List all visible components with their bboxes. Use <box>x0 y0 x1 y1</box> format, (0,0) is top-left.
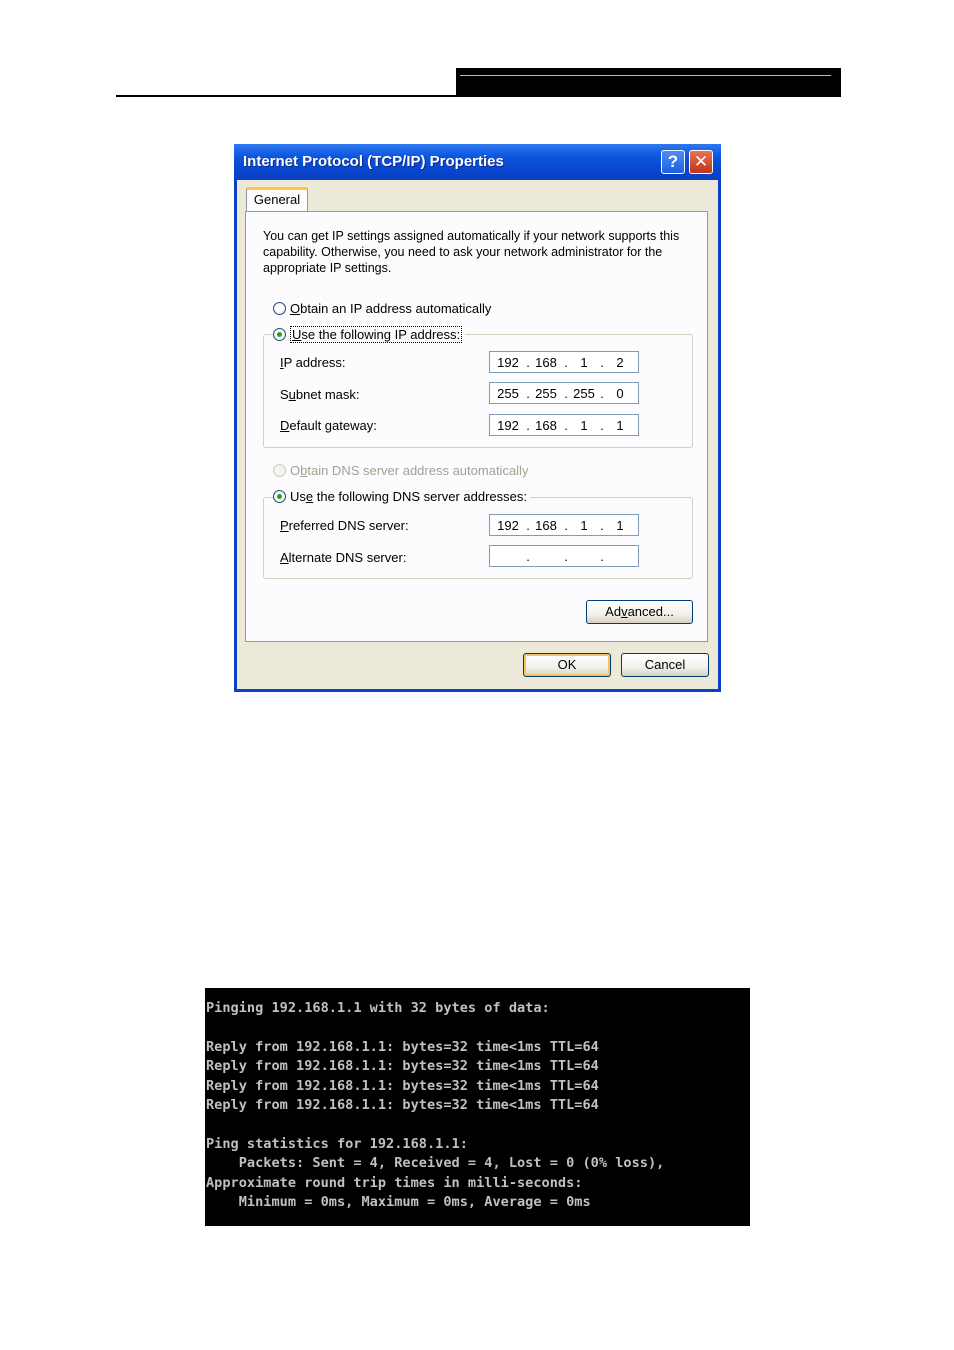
alternate-dns-label: Alternate DNS server: <box>280 550 407 565</box>
use-dns-manual-radio[interactable] <box>273 490 286 503</box>
ip-address-label: IP address: <box>280 355 346 370</box>
dns-groupbox <box>263 497 693 579</box>
tcpip-properties-dialog <box>234 144 721 692</box>
default-gateway-input[interactable]: 192 . 168 . 1 . 1 <box>489 414 639 436</box>
ok-button[interactable]: OK <box>523 653 611 677</box>
title-bar[interactable] <box>234 144 721 180</box>
tab-general[interactable]: General <box>246 187 308 211</box>
subnet-mask-label: Subnet mask: <box>280 387 360 402</box>
preferred-dns-input[interactable]: 192 . 168 . 1 . 1 <box>489 514 639 536</box>
close-button[interactable] <box>689 150 713 174</box>
help-icon: ? <box>667 152 679 171</box>
general-panel <box>245 211 708 642</box>
ping-console-window <box>205 988 750 1226</box>
use-ip-manual-option[interactable] <box>273 326 465 343</box>
advanced-button[interactable]: Advanced... <box>586 600 693 624</box>
obtain-ip-auto-radio[interactable] <box>273 302 286 315</box>
obtain-ip-auto-option[interactable] <box>273 301 491 316</box>
obtain-dns-auto-radio[interactable] <box>273 464 286 477</box>
ip-address-groupbox <box>263 334 693 448</box>
console-line: Minimum = 0ms, Maximum = 0ms, Average = 0ms <box>206 1194 591 1211</box>
obtain-dns-auto-label: Obtain DNS server address automatically <box>290 463 529 478</box>
use-ip-manual-radio[interactable] <box>273 328 286 341</box>
cancel-button[interactable]: Cancel <box>621 653 709 677</box>
dialog-client-area <box>237 180 718 689</box>
default-gateway-label: Default gateway: <box>280 418 377 433</box>
alternate-dns-input[interactable]: . . . <box>489 545 639 567</box>
subnet-mask-input[interactable]: 255 . 255 . 255 . 0 <box>489 382 639 404</box>
console-line: Reply from 192.168.1.1: bytes=32 time<1ms TTL=64 <box>206 1077 599 1094</box>
console-line: Reply from 192.168.1.1: bytes=32 time<1ms TTL=64 <box>206 1038 599 1055</box>
use-dns-manual-option[interactable] <box>273 489 530 504</box>
obtain-ip-auto-label: Obtain an IP address automatically <box>290 301 492 316</box>
console-line: Approximate round trip times in milli-seconds: <box>206 1174 583 1191</box>
obtain-dns-auto-option[interactable] <box>273 463 528 478</box>
description-text: You can get IP settings assigned automatically if your network supports this capability. Otherwise, you need to ask your network administrator for the appropriate IP settings. <box>263 229 680 275</box>
console-line: Reply from 192.168.1.1: bytes=32 time<1ms TTL=64 <box>206 1097 599 1114</box>
close-icon: ✕ <box>693 152 709 171</box>
preferred-dns-label: Preferred DNS server: <box>280 518 409 533</box>
help-button[interactable] <box>661 150 685 174</box>
ip-address-input[interactable]: 192 . 168 . 1 . 2 <box>489 351 639 373</box>
console-line: Packets: Sent = 4, Received = 4, Lost = 0 (0% loss), <box>206 1155 665 1172</box>
use-ip-manual-label: Use the following IP address: <box>292 327 461 342</box>
console-line: Pinging 192.168.1.1 with 32 bytes of data: <box>206 1000 550 1016</box>
console-line: Reply from 192.168.1.1: bytes=32 time<1ms TTL=64 <box>206 1058 599 1075</box>
use-dns-manual-label: Use the following DNS server addresses: <box>290 489 527 504</box>
page-header-bar <box>456 68 841 97</box>
console-output <box>206 999 664 1212</box>
dialog-title: Internet Protocol (TCP/IP) Properties <box>243 153 504 170</box>
console-line: Ping statistics for 192.168.1.1: <box>206 1135 468 1152</box>
